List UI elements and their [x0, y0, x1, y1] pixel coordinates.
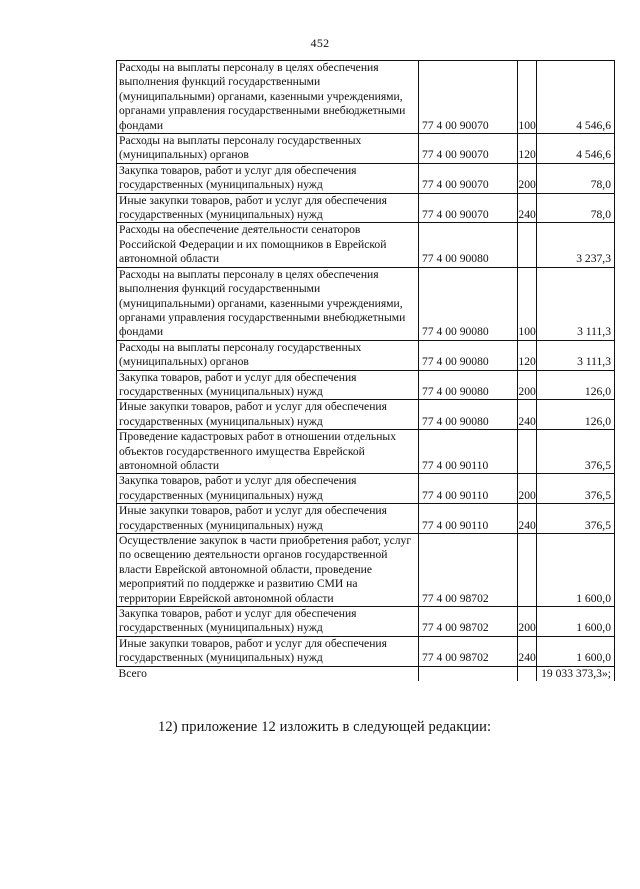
row-name: Иные закупки товаров, работ и услуг для обеспечения государственных (муниципальных) нужд: [117, 504, 419, 534]
table-row: [117, 430, 615, 474]
row-code: 77 4 00 98702: [419, 636, 518, 666]
table-row: [117, 163, 615, 193]
total-type-cell: [518, 666, 537, 681]
row-code: 77 4 00 90070: [419, 193, 518, 223]
row-code: 77 4 00 90080: [419, 223, 518, 267]
row-name: Закупка товаров, работ и услуг для обеспечения государственных (муниципальных) нужд: [117, 474, 419, 504]
row-code: 77 4 00 90080: [419, 267, 518, 340]
row-expense-type: 240: [518, 193, 537, 223]
row-expense-type: 100: [518, 267, 537, 340]
row-code: 77 4 00 90070: [419, 163, 518, 193]
row-expense-type: [518, 430, 537, 474]
row-expense-type: 240: [518, 400, 537, 430]
table-row: [117, 504, 615, 534]
row-sum: 376,5: [537, 504, 615, 534]
row-sum: 1 600,0: [537, 607, 615, 637]
table-row: [117, 370, 615, 400]
row-name: Расходы на выплаты персоналу в целях обеспечения выполнения функций государственными (муниципальными) органами, казенными учреждениями, органами управления государственными внебюджетными фондами: [117, 61, 419, 134]
row-name: Проведение кадастровых работ в отношении отдельных объектов государственного имущества Еврейской автономной области: [117, 430, 419, 474]
row-sum: 1 600,0: [537, 636, 615, 666]
row-code: 77 4 00 90070: [419, 61, 518, 134]
row-sum: 78,0: [537, 193, 615, 223]
row-code: 77 4 00 90080: [419, 340, 518, 370]
total-row: [117, 666, 615, 681]
total-code-cell: [419, 666, 518, 681]
row-code: 77 4 00 98702: [419, 534, 518, 607]
page-number: 452: [310, 36, 330, 50]
row-name: Иные закупки товаров, работ и услуг для обеспечения государственных (муниципальных) нужд: [117, 193, 419, 223]
table-row: [117, 223, 615, 267]
row-expense-type: [518, 534, 537, 607]
table-row: [117, 636, 615, 666]
total-label: Всего: [117, 666, 419, 681]
table-row: [117, 474, 615, 504]
row-code: 77 4 00 98702: [419, 607, 518, 637]
budget-table: [116, 60, 615, 681]
row-name: Осуществление закупок в части приобретения работ, услуг по освещению деятельности органов государственной власти Еврейской автономной области, проведение мероприятий по поддержке и развитию СМИ на территории Еврейской автономной области: [117, 534, 419, 607]
amendment-note: 12) приложение 12 изложить в следующей редакции:: [158, 719, 492, 735]
row-sum: 3 111,3: [537, 267, 615, 340]
row-code: 77 4 00 90110: [419, 504, 518, 534]
row-sum: 78,0: [537, 163, 615, 193]
row-code: 77 4 00 90110: [419, 430, 518, 474]
row-expense-type: 240: [518, 504, 537, 534]
row-expense-type: 200: [518, 474, 537, 504]
table-row: [117, 400, 615, 430]
row-code: 77 4 00 90070: [419, 134, 518, 164]
row-name: Иные закупки товаров, работ и услуг для обеспечения государственных (муниципальных) нужд: [117, 400, 419, 430]
row-expense-type: 200: [518, 370, 537, 400]
row-expense-type: 100: [518, 61, 537, 134]
row-expense-type: 120: [518, 340, 537, 370]
row-name: Расходы на обеспечение деятельности сенаторов Российской Федерации и их помощников в Еврейской автономной области: [117, 223, 419, 267]
budget-table-body: [117, 61, 615, 682]
row-sum: 376,5: [537, 430, 615, 474]
row-name: Закупка товаров, работ и услуг для обеспечения государственных (муниципальных) нужд: [117, 163, 419, 193]
row-code: 77 4 00 90110: [419, 474, 518, 504]
row-code: 77 4 00 90080: [419, 400, 518, 430]
table-row: [117, 607, 615, 637]
table-row: [117, 534, 615, 607]
row-code: 77 4 00 90080: [419, 370, 518, 400]
row-sum: 3 237,3: [537, 223, 615, 267]
row-sum: 3 111,3: [537, 340, 615, 370]
row-name: Расходы на выплаты персоналу в целях обеспечения выполнения функций государственными (муниципальными) органами, казенными учреждениями, органами управления государственными внебюджетными фондами: [117, 267, 419, 340]
row-expense-type: [518, 223, 537, 267]
table-row: [117, 267, 615, 340]
row-sum: 126,0: [537, 370, 615, 400]
row-expense-type: 200: [518, 163, 537, 193]
row-name: Закупка товаров, работ и услуг для обеспечения государственных (муниципальных) нужд: [117, 607, 419, 637]
row-expense-type: 120: [518, 134, 537, 164]
row-expense-type: 200: [518, 607, 537, 637]
table-row: [117, 61, 615, 134]
row-sum: 126,0: [537, 400, 615, 430]
row-sum: 376,5: [537, 474, 615, 504]
table-row: [117, 134, 615, 164]
row-name: Закупка товаров, работ и услуг для обеспечения государственных (муниципальных) нужд: [117, 370, 419, 400]
row-name: Иные закупки товаров, работ и услуг для обеспечения государственных (муниципальных) нужд: [117, 636, 419, 666]
row-name: Расходы на выплаты персоналу государственных (муниципальных) органов: [117, 134, 419, 164]
table-row: [117, 340, 615, 370]
row-expense-type: 240: [518, 636, 537, 666]
row-name: Расходы на выплаты персоналу государственных (муниципальных) органов: [117, 340, 419, 370]
table-row: [117, 193, 615, 223]
total-sum: 19 033 373,3»;: [537, 666, 615, 681]
row-sum: 4 546,6: [537, 134, 615, 164]
row-sum: 4 546,6: [537, 61, 615, 134]
row-sum: 1 600,0: [537, 534, 615, 607]
